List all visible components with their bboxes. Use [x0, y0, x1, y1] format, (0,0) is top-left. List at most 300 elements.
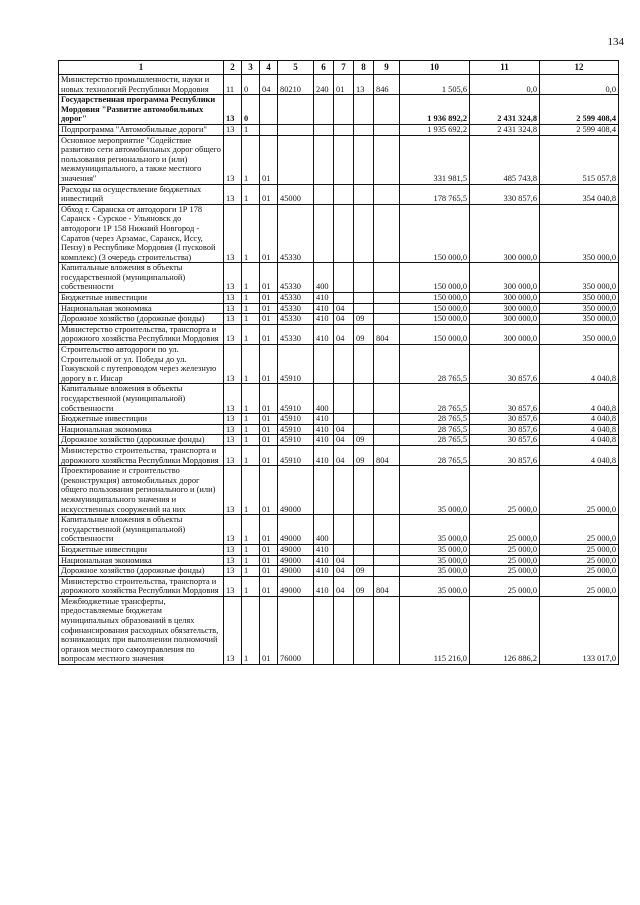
amount-cell: 150 000,0 — [400, 324, 470, 344]
code-cell: 49000 — [278, 515, 314, 545]
amount-cell: 2 599 408,4 — [540, 95, 619, 125]
code-cell: 804 — [374, 445, 400, 465]
code-cell: 01 — [260, 293, 278, 304]
code-cell: 1 — [242, 445, 260, 465]
column-header: 4 — [260, 61, 278, 75]
amount-cell: 350 000,0 — [540, 324, 619, 344]
code-cell — [354, 95, 374, 125]
code-cell — [374, 314, 400, 325]
code-cell: 410 — [314, 445, 334, 465]
code-cell — [334, 184, 354, 204]
code-cell: 01 — [260, 204, 278, 263]
amount-cell: 25 000,0 — [540, 576, 619, 596]
amount-cell: 28 765,5 — [400, 414, 470, 425]
code-cell: 1 — [242, 324, 260, 344]
table-row — [59, 596, 619, 664]
row-name-cell: Подпрограмма "Автомобильные дороги" — [59, 124, 224, 135]
code-cell: 13 — [224, 345, 242, 384]
amount-cell: 28 765,5 — [400, 445, 470, 465]
code-cell: 804 — [374, 324, 400, 344]
table-row — [59, 124, 619, 135]
row-name-cell: Дорожное хозяйство (дорожные фонды) — [59, 566, 224, 577]
amount-cell: 350 000,0 — [540, 314, 619, 325]
code-cell: 13 — [224, 384, 242, 414]
amount-cell: 178 765,5 — [400, 184, 470, 204]
code-cell: 45330 — [278, 263, 314, 293]
code-cell — [354, 345, 374, 384]
code-cell: 13 — [224, 324, 242, 344]
amount-cell: 25 000,0 — [540, 566, 619, 577]
code-cell: 400 — [314, 515, 334, 545]
table-row — [59, 555, 619, 566]
row-name-cell: Расходы на осуществление бюджетных инвестиций — [59, 184, 224, 204]
code-cell: 410 — [314, 435, 334, 446]
code-cell: 410 — [314, 414, 334, 425]
code-cell: 13 — [224, 544, 242, 555]
column-header: 12 — [540, 61, 619, 75]
table-row — [59, 445, 619, 465]
row-name-cell: Бюджетные инвестиции — [59, 544, 224, 555]
code-cell — [260, 95, 278, 125]
amount-cell: 28 765,5 — [400, 424, 470, 435]
column-header: 2 — [224, 61, 242, 75]
amount-cell: 300 000,0 — [470, 324, 540, 344]
code-cell: 400 — [314, 263, 334, 293]
code-cell — [374, 124, 400, 135]
code-cell — [314, 466, 334, 515]
code-cell — [354, 414, 374, 425]
code-cell — [334, 466, 354, 515]
code-cell — [314, 135, 334, 184]
row-name-cell: Обход г. Саранска от автодороги 1Р 178 Саранск - Сурское - Ульяновск до автодороги 1Р 158 Нижний Новгород - Саратов (через Арзамас, Саранск, Исcу, Пензу) в Республике Мордовия (I пусковой комплекс) (3 очередь строительства) — [59, 204, 224, 263]
code-cell — [314, 204, 334, 263]
amount-cell: 150 000,0 — [400, 303, 470, 314]
code-cell: 240 — [314, 75, 334, 95]
code-cell: 13 — [224, 263, 242, 293]
code-cell: 01 — [334, 75, 354, 95]
amount-cell: 0,0 — [540, 75, 619, 95]
code-cell: 01 — [260, 424, 278, 435]
table-row — [59, 75, 619, 95]
code-cell — [354, 555, 374, 566]
code-cell: 804 — [374, 576, 400, 596]
table-row — [59, 263, 619, 293]
amount-cell: 115 216,0 — [400, 596, 470, 664]
code-cell: 410 — [314, 566, 334, 577]
code-cell: 01 — [260, 345, 278, 384]
amount-cell: 25 000,0 — [470, 544, 540, 555]
amount-cell: 35 000,0 — [400, 576, 470, 596]
code-cell — [354, 384, 374, 414]
code-cell: 13 — [224, 515, 242, 545]
amount-cell: 25 000,0 — [470, 576, 540, 596]
code-cell: 13 — [224, 576, 242, 596]
code-cell: 01 — [260, 566, 278, 577]
code-cell: 1 — [242, 576, 260, 596]
code-cell — [260, 124, 278, 135]
row-name-cell: Капитальные вложения в объекты государственной (муниципальной) собственности — [59, 515, 224, 545]
amount-cell: 4 040,8 — [540, 345, 619, 384]
code-cell: 1 — [242, 566, 260, 577]
amount-cell: 150 000,0 — [400, 263, 470, 293]
code-cell — [374, 263, 400, 293]
code-cell: 11 — [224, 75, 242, 95]
amount-cell: 133 017,0 — [540, 596, 619, 664]
code-cell: 0 — [242, 95, 260, 125]
code-cell: 13 — [224, 414, 242, 425]
amount-cell: 30 857,6 — [470, 414, 540, 425]
amount-cell: 30 857,6 — [470, 435, 540, 446]
row-name-cell: Министерство строительства, транспорта и дорожного хозяйства Республики Мордовия — [59, 576, 224, 596]
code-cell: 04 — [334, 424, 354, 435]
code-cell: 49000 — [278, 566, 314, 577]
row-name-cell: Государственная программа Республики Мордовия "Развитие автомобильных дорог" — [59, 95, 224, 125]
code-cell — [278, 124, 314, 135]
row-name-cell: Дорожное хозяйство (дорожные фонды) — [59, 314, 224, 325]
column-header: 9 — [374, 61, 400, 75]
table-row — [59, 576, 619, 596]
code-cell: 13 — [224, 435, 242, 446]
code-cell — [374, 384, 400, 414]
code-cell: 13 — [354, 75, 374, 95]
amount-cell: 25 000,0 — [540, 515, 619, 545]
code-cell — [374, 414, 400, 425]
code-cell: 01 — [260, 384, 278, 414]
code-cell: 410 — [314, 555, 334, 566]
amount-cell: 2 599 408,4 — [540, 124, 619, 135]
code-cell: 410 — [314, 293, 334, 304]
code-cell — [314, 345, 334, 384]
column-header: 10 — [400, 61, 470, 75]
code-cell: 04 — [334, 445, 354, 465]
code-cell: 09 — [354, 576, 374, 596]
amount-cell: 150 000,0 — [400, 314, 470, 325]
code-cell — [314, 124, 334, 135]
code-cell — [374, 466, 400, 515]
code-cell — [374, 345, 400, 384]
code-cell: 13 — [224, 445, 242, 465]
code-cell: 13 — [224, 135, 242, 184]
amount-cell: 354 040,8 — [540, 184, 619, 204]
amount-cell: 35 000,0 — [400, 555, 470, 566]
code-cell: 13 — [224, 184, 242, 204]
column-header: 6 — [314, 61, 334, 75]
amount-cell: 150 000,0 — [400, 293, 470, 304]
code-cell — [334, 293, 354, 304]
column-header: 3 — [242, 61, 260, 75]
code-cell: 13 — [224, 293, 242, 304]
code-cell: 49000 — [278, 466, 314, 515]
code-cell: 80210 — [278, 75, 314, 95]
amount-cell: 126 886,2 — [470, 596, 540, 664]
row-name-cell: Строительство автодороги по ул. Строительной от ул. Победы до ул. Гожувской с путепроводом через железную дорогу в г. Инсар — [59, 345, 224, 384]
column-header: 11 — [470, 61, 540, 75]
code-cell — [354, 515, 374, 545]
code-cell: 45910 — [278, 384, 314, 414]
code-cell: 13 — [224, 204, 242, 263]
code-cell: 45910 — [278, 445, 314, 465]
code-cell: 01 — [260, 314, 278, 325]
amount-cell: 30 857,6 — [470, 445, 540, 465]
code-cell: 01 — [260, 263, 278, 293]
amount-cell: 350 000,0 — [540, 204, 619, 263]
amount-cell: 25 000,0 — [470, 466, 540, 515]
code-cell: 01 — [260, 414, 278, 425]
amount-cell: 1 935 692,2 — [400, 124, 470, 135]
code-cell: 04 — [334, 566, 354, 577]
code-cell: 76000 — [278, 596, 314, 664]
amount-cell: 2 431 324,8 — [470, 124, 540, 135]
amount-cell: 35 000,0 — [400, 515, 470, 545]
amount-cell: 4 040,8 — [540, 384, 619, 414]
amount-cell: 300 000,0 — [470, 293, 540, 304]
table-row — [59, 184, 619, 204]
code-cell: 1 — [242, 124, 260, 135]
code-cell — [354, 204, 374, 263]
code-cell: 1 — [242, 293, 260, 304]
amount-cell: 25 000,0 — [540, 544, 619, 555]
code-cell — [354, 544, 374, 555]
code-cell: 410 — [314, 576, 334, 596]
amount-cell: 300 000,0 — [470, 303, 540, 314]
code-cell: 01 — [260, 596, 278, 664]
amount-cell: 350 000,0 — [540, 293, 619, 304]
amount-cell: 35 000,0 — [400, 544, 470, 555]
table-row — [59, 303, 619, 314]
table-row — [59, 566, 619, 577]
code-cell: 1 — [242, 424, 260, 435]
code-cell — [334, 596, 354, 664]
code-cell — [334, 124, 354, 135]
table-row — [59, 414, 619, 425]
code-cell: 45330 — [278, 314, 314, 325]
code-cell — [354, 135, 374, 184]
code-cell: 01 — [260, 466, 278, 515]
code-cell — [354, 466, 374, 515]
code-cell: 1 — [242, 384, 260, 414]
code-cell: 13 — [224, 303, 242, 314]
amount-cell: 4 040,8 — [540, 424, 619, 435]
code-cell: 1 — [242, 596, 260, 664]
amount-cell: 150 000,0 — [400, 204, 470, 263]
code-cell — [374, 596, 400, 664]
row-name-cell: Проектирование и строительство (реконструкция) автомобильных дорог общего пользования регионального и (или) межмуниципального значения и искусственных сооружений на них — [59, 466, 224, 515]
code-cell — [374, 435, 400, 446]
code-cell: 13 — [224, 566, 242, 577]
code-cell: 04 — [334, 324, 354, 344]
code-cell — [334, 345, 354, 384]
code-cell: 45910 — [278, 414, 314, 425]
table-row — [59, 515, 619, 545]
table-row — [59, 293, 619, 304]
amount-cell: 300 000,0 — [470, 314, 540, 325]
code-cell: 45910 — [278, 424, 314, 435]
code-cell: 1 — [242, 204, 260, 263]
code-cell: 01 — [260, 515, 278, 545]
code-cell: 1 — [242, 184, 260, 204]
code-cell: 13 — [224, 95, 242, 125]
table-row — [59, 466, 619, 515]
code-cell: 1 — [242, 314, 260, 325]
table-row — [59, 384, 619, 414]
amount-cell: 25 000,0 — [540, 555, 619, 566]
code-cell — [314, 596, 334, 664]
code-cell — [374, 515, 400, 545]
code-cell: 01 — [260, 135, 278, 184]
amount-cell: 25 000,0 — [540, 466, 619, 515]
code-cell: 01 — [260, 445, 278, 465]
row-name-cell: Дорожное хозяйство (дорожные фонды) — [59, 435, 224, 446]
code-cell: 04 — [334, 303, 354, 314]
amount-cell: 4 040,8 — [540, 435, 619, 446]
amount-cell: 1 936 892,2 — [400, 95, 470, 125]
amount-cell: 1 505,6 — [400, 75, 470, 95]
code-cell — [334, 135, 354, 184]
table-row — [59, 324, 619, 344]
code-cell: 13 — [224, 596, 242, 664]
amount-cell: 28 765,5 — [400, 384, 470, 414]
code-cell — [374, 424, 400, 435]
code-cell: 1 — [242, 303, 260, 314]
code-cell — [354, 424, 374, 435]
amount-cell: 300 000,0 — [470, 204, 540, 263]
column-header: 7 — [334, 61, 354, 75]
code-cell: 49000 — [278, 544, 314, 555]
code-cell: 49000 — [278, 576, 314, 596]
code-cell: 1 — [242, 466, 260, 515]
code-cell — [334, 544, 354, 555]
code-cell: 04 — [334, 435, 354, 446]
column-header: 1 — [59, 61, 224, 75]
row-name-cell: Капитальные вложения в объекты государственной (муниципальной) собственности — [59, 263, 224, 293]
code-cell: 04 — [334, 555, 354, 566]
code-cell: 49000 — [278, 555, 314, 566]
code-cell: 13 — [224, 314, 242, 325]
code-cell: 846 — [374, 75, 400, 95]
code-cell — [334, 204, 354, 263]
code-cell: 1 — [242, 263, 260, 293]
code-cell: 410 — [314, 324, 334, 344]
code-cell — [354, 293, 374, 304]
code-cell — [374, 555, 400, 566]
code-cell: 01 — [260, 435, 278, 446]
code-cell: 01 — [260, 576, 278, 596]
amount-cell: 300 000,0 — [470, 263, 540, 293]
amount-cell: 30 857,6 — [470, 345, 540, 384]
code-cell — [334, 515, 354, 545]
code-cell: 01 — [260, 544, 278, 555]
page-number: 134 — [607, 36, 624, 48]
amount-cell: 28 765,5 — [400, 435, 470, 446]
code-cell: 45330 — [278, 324, 314, 344]
row-name-cell: Бюджетные инвестиции — [59, 414, 224, 425]
code-cell: 45330 — [278, 204, 314, 263]
code-cell — [374, 566, 400, 577]
code-cell — [374, 293, 400, 304]
row-name-cell: Национальная экономика — [59, 303, 224, 314]
row-name-cell: Национальная экономика — [59, 424, 224, 435]
table-row — [59, 314, 619, 325]
amount-cell: 30 857,6 — [470, 384, 540, 414]
amount-cell: 35 000,0 — [400, 466, 470, 515]
code-cell: 04 — [334, 314, 354, 325]
code-cell: 04 — [334, 576, 354, 596]
code-cell — [334, 384, 354, 414]
code-cell: 400 — [314, 384, 334, 414]
row-name-cell: Национальная экономика — [59, 555, 224, 566]
amount-cell: 28 765,5 — [400, 345, 470, 384]
amount-cell: 2 431 324,8 — [470, 95, 540, 125]
table-row — [59, 424, 619, 435]
code-cell: 01 — [260, 324, 278, 344]
code-cell — [374, 544, 400, 555]
row-name-cell: Бюджетные инвестиции — [59, 293, 224, 304]
code-cell — [374, 303, 400, 314]
code-cell: 45330 — [278, 293, 314, 304]
amount-cell: 25 000,0 — [470, 515, 540, 545]
code-cell: 13 — [224, 124, 242, 135]
amount-cell: 35 000,0 — [400, 566, 470, 577]
code-cell — [334, 95, 354, 125]
code-cell — [314, 184, 334, 204]
code-cell: 1 — [242, 555, 260, 566]
table-row — [59, 345, 619, 384]
amount-cell: 350 000,0 — [540, 303, 619, 314]
code-cell: 13 — [224, 424, 242, 435]
code-cell: 1 — [242, 414, 260, 425]
amount-cell: 4 040,8 — [540, 414, 619, 425]
code-cell: 410 — [314, 314, 334, 325]
code-cell: 1 — [242, 435, 260, 446]
code-cell — [334, 263, 354, 293]
code-cell — [354, 596, 374, 664]
code-cell: 09 — [354, 566, 374, 577]
code-cell — [278, 95, 314, 125]
code-cell: 09 — [354, 435, 374, 446]
table-row — [59, 135, 619, 184]
table-row — [59, 544, 619, 555]
code-cell: 13 — [224, 555, 242, 566]
table-row — [59, 435, 619, 446]
code-cell — [354, 184, 374, 204]
code-cell — [354, 124, 374, 135]
code-cell: 45000 — [278, 184, 314, 204]
code-cell: 1 — [242, 515, 260, 545]
code-cell: 410 — [314, 424, 334, 435]
code-cell: 1 — [242, 345, 260, 384]
code-cell: 13 — [224, 466, 242, 515]
code-cell: 45910 — [278, 345, 314, 384]
row-name-cell: Министерство строительства, транспорта и дорожного хозяйства Республики Мордовия — [59, 324, 224, 344]
amount-cell: 25 000,0 — [470, 555, 540, 566]
code-cell: 01 — [260, 303, 278, 314]
row-name-cell: Межбюджетные трансферты, предоставляемые бюджетам муниципальных образований в целях софинансирования расходных обязательств, возникающих при выполнении полномочий органов местного самоуправления по вопросам местного значения — [59, 596, 224, 664]
code-cell: 01 — [260, 555, 278, 566]
code-cell: 1 — [242, 135, 260, 184]
amount-cell: 350 000,0 — [540, 263, 619, 293]
code-cell: 04 — [260, 75, 278, 95]
table-row — [59, 204, 619, 263]
code-cell — [374, 184, 400, 204]
row-name-cell: Министерство строительства, транспорта и дорожного хозяйства Республики Мордовия — [59, 445, 224, 465]
code-cell — [374, 135, 400, 184]
code-cell: 410 — [314, 303, 334, 314]
code-cell: 410 — [314, 544, 334, 555]
code-cell: 01 — [260, 184, 278, 204]
budget-table — [58, 60, 619, 665]
row-name-cell: Основное мероприятие "Содействие развитию сети автомобильных дорог общего пользования регионального и (или) межмуниципального, а также местного значения" — [59, 135, 224, 184]
code-cell — [334, 414, 354, 425]
